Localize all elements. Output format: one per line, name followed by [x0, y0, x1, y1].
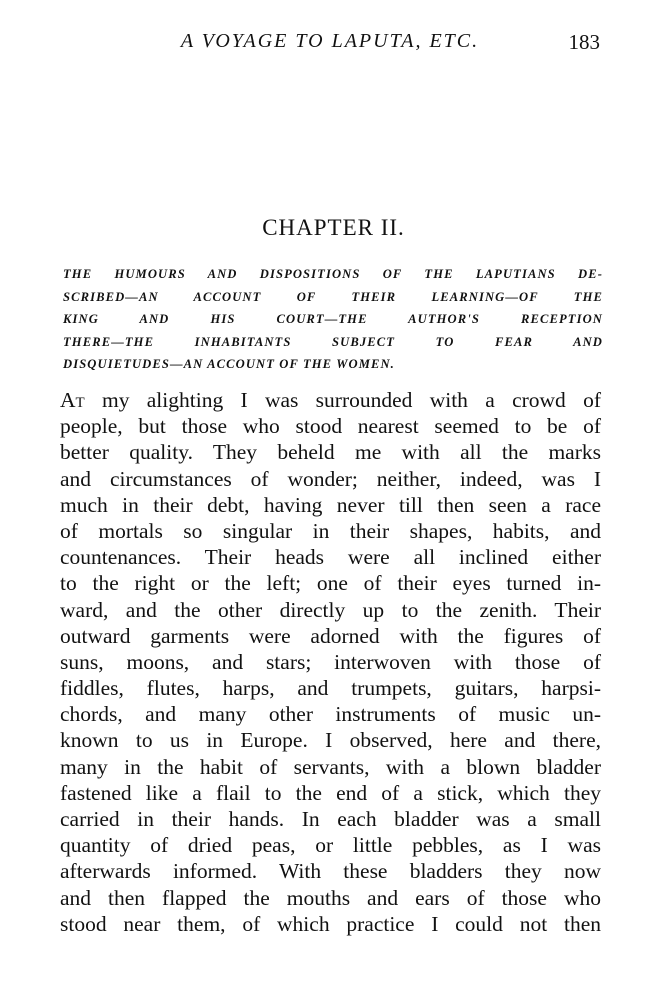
- synopsis-line: SCRIBED—AN ACCOUNT OF THEIR LEARNING—OF THE: [63, 289, 603, 304]
- text-line: stood near them, of which practice I could not then: [60, 911, 601, 936]
- text-line: ward, and the other directly up to the zenith. Their: [60, 597, 601, 622]
- page-number: 183: [568, 30, 600, 54]
- running-title: A VOYAGE TO LAPUTA, ETC.: [180, 30, 480, 52]
- text-line: carried in their hands. In each bladder was a small: [60, 807, 601, 831]
- text-line: suns, moons, and stars; interwoven with those of: [60, 649, 601, 674]
- text-line: chords, and many other instruments of music un-: [60, 702, 601, 727]
- text-line: outward garments were adorned with the figures of: [60, 623, 601, 648]
- chapter-synopsis: [63, 263, 603, 376]
- chapter-title: CHAPTER II.: [262, 215, 405, 240]
- text-line: countenances. Their heads were all inclined either: [60, 545, 601, 570]
- synopsis-line: KING AND HIS COURT—THE AUTHOR'S RECEPTION: [63, 312, 603, 326]
- text-line: and circumstances of wonder; neither, indeed, was I: [60, 466, 601, 491]
- text-line: people, but those who stood nearest seemed to be of: [60, 414, 601, 439]
- text-line-rest: my alighting I was surrounded with a crowd of: [84, 388, 601, 412]
- text-line: fastened like a flail to the end of a stick, which they: [60, 780, 601, 805]
- synopsis-line: THE HUMOURS AND DISPOSITIONS OF THE LAPUTIANS DE-: [63, 267, 603, 281]
- text-line: of mortals so singular in their shapes, habits, and: [60, 518, 601, 543]
- text-line: quantity of dried peas, or little pebbles, as I was: [60, 833, 601, 858]
- text-line: [60, 387, 601, 413]
- text-line: known to us in Europe. I observed, here and there,: [60, 728, 601, 753]
- running-head: [60, 30, 600, 60]
- synopsis-line: DISQUIETUDES—AN ACCOUNT OF THE WOMEN.: [63, 357, 395, 371]
- text-line: fiddles, flutes, harps, and trumpets, guitars, harpsi-: [60, 676, 601, 701]
- lead-word: At: [60, 388, 85, 412]
- synopsis-line: THERE—THE INHABITANTS SUBJECT TO FEAR AND: [63, 334, 603, 349]
- text-line: better quality. They beheld me with all the marks: [60, 440, 601, 465]
- text-line: and then flapped the mouths and ears of those who: [60, 885, 601, 910]
- text-line: many in the habit of servants, with a blown bladder: [60, 754, 601, 779]
- text-line: to the right or the left; one of their eyes turned in-: [60, 571, 601, 596]
- text-line: afterwards informed. With these bladders they now: [60, 859, 601, 884]
- text-line: much in their debt, having never till then seen a race: [60, 492, 601, 517]
- body-text: [60, 387, 601, 937]
